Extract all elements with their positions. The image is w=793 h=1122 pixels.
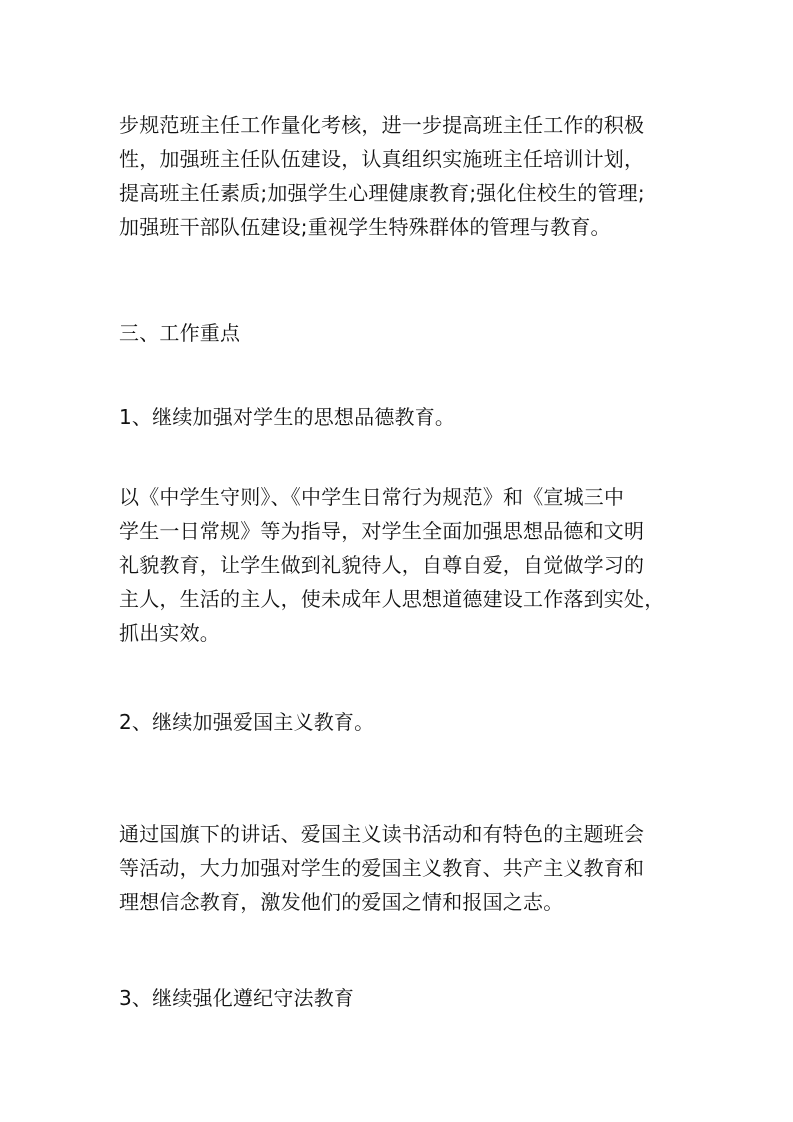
item-2-title bbox=[119, 705, 689, 739]
text-line: 步规范班主任工作量化考核，进一步提高班主任工作的积极 bbox=[119, 113, 645, 137]
paragraph-moral-education bbox=[119, 480, 689, 650]
text-line: 等活动，大力加强对学生的爱国主义教育、共产主义教育和 bbox=[119, 856, 645, 880]
item-title-text: 1、继续加强对学生的思想品德教育。 bbox=[119, 405, 456, 429]
text-line: 理想信念教育，激发他们的爱国之情和报国之志。 bbox=[119, 890, 564, 914]
text-line: 性，加强班主任队伍建设，认真组织实施班主任培训计划， bbox=[119, 147, 645, 171]
text-line: 主人，生活的主人，使未成年人思想道德建设工作落到实处， bbox=[119, 587, 665, 611]
section-heading-text: 三、工作重点 bbox=[119, 321, 241, 345]
section-heading bbox=[119, 316, 689, 350]
text-line: 加强班干部队伍建设;重视学生特殊群体的管理与教育。 bbox=[119, 215, 611, 239]
item-title-text: 2、继续加强爱国主义教育。 bbox=[119, 710, 375, 734]
text-line: 通过国旗下的讲话、爱国主义读书活动和有特色的主题班会 bbox=[119, 822, 645, 846]
text-line: 提高班主任素质;加强学生心理健康教育;强化住校生的管理; bbox=[119, 181, 645, 205]
text-line: 礼貌教育，让学生做到礼貌待人，自尊自爱，自觉做学习的 bbox=[119, 553, 645, 577]
item-1-title bbox=[119, 400, 689, 434]
text-line: 学生一日常规》等为指导，对学生全面加强思想品德和文明 bbox=[119, 519, 645, 543]
paragraph-class-teacher-management bbox=[119, 108, 689, 244]
text-line: 抓出实效。 bbox=[119, 621, 220, 645]
text-line: 以《中学生守则》、《中学生日常行为规范》和《宣城三中 bbox=[119, 485, 625, 509]
item-3-title bbox=[119, 981, 689, 1015]
paragraph-patriotic-education bbox=[119, 817, 689, 919]
item-title-text: 3、继续强化遵纪守法教育 bbox=[119, 986, 355, 1010]
